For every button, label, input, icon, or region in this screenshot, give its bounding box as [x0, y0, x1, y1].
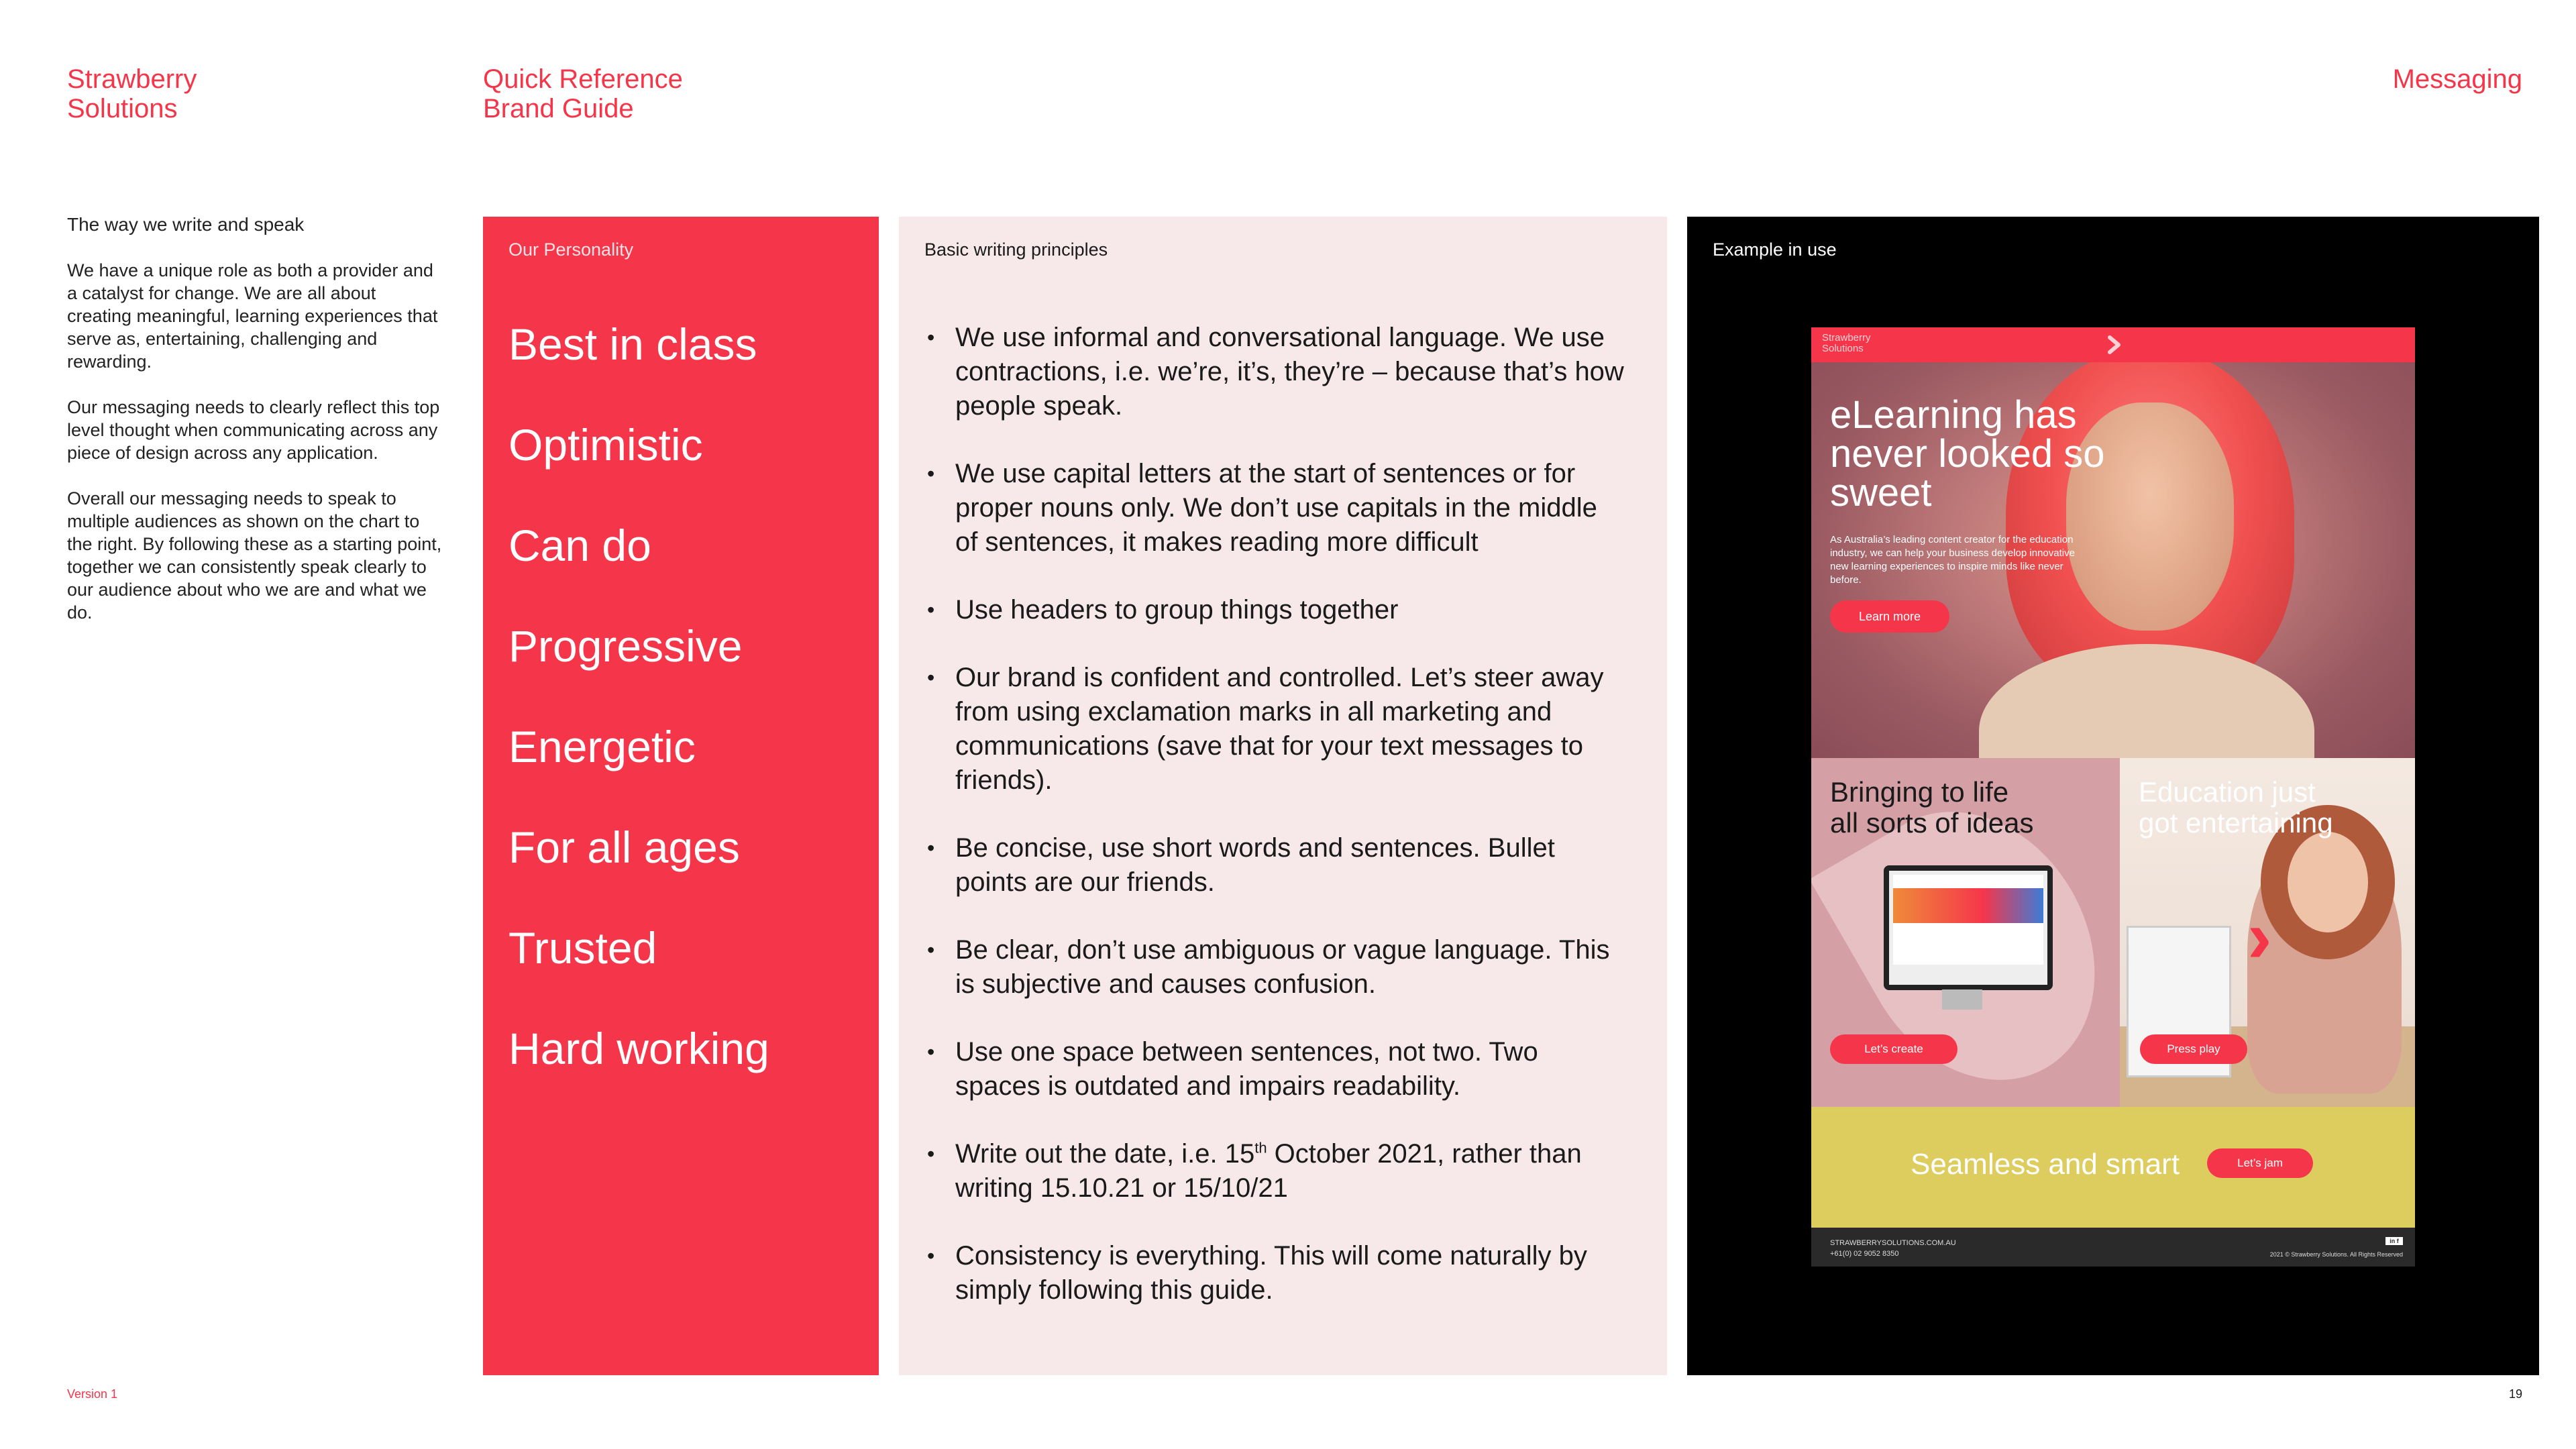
bullet-icon: • [927, 1040, 935, 1064]
trait-item: Hard working [508, 1024, 769, 1073]
tile-photo-face [2288, 832, 2368, 932]
principle-text: Use headers to group things together [955, 595, 1399, 625]
intro-paragraph-2: Our messaging needs to clearly reflect this top level thought when communicating across any piece of design across any application. [67, 397, 440, 463]
lets-jam-button[interactable]: Let’s jam [2207, 1148, 2313, 1178]
bullet-icon: • [927, 665, 935, 690]
mock-tile-ideas [1811, 758, 2120, 1107]
mock-tile-entertaining-line1: Education just [2139, 776, 2316, 808]
trait-item: Can do [508, 521, 651, 570]
trait-item: Best in class [508, 319, 757, 369]
trait-item: Energetic [508, 722, 696, 771]
document-title [483, 64, 683, 123]
brand-name-line2: Solutions [67, 94, 178, 123]
example-panel [1687, 217, 2539, 1375]
lets-create-button[interactable]: Let’s create [1830, 1034, 1957, 1064]
brand-name [67, 64, 197, 123]
learn-more-button[interactable]: Learn more [1830, 600, 1949, 633]
brand-name-line1: Strawberry [67, 64, 197, 94]
chevron-icon: › [2247, 896, 2272, 978]
principle-item [927, 1239, 1625, 1307]
writing-principles-panel [899, 217, 1667, 1375]
mock-hero-title: eLearning has never looked so sweet [1830, 393, 2105, 515]
trait-item: For all ages [508, 822, 740, 872]
mock-tile-entertaining [2120, 758, 2415, 1107]
principle-item [927, 321, 1625, 423]
principle-text: We use capital letters at the start of sentences or for proper nouns only. We don’t use capitals in the middle of sentences, it makes reading more difficult [955, 459, 1597, 557]
bullet-icon: • [927, 325, 935, 350]
bullet-icon: • [927, 938, 935, 962]
bullet-icon: • [927, 1244, 935, 1268]
example-label: Example in use [1713, 239, 1837, 260]
chevron-logo-icon [2106, 335, 2124, 354]
mock-tile-ideas-line2: all sorts of ideas [1830, 807, 2034, 839]
mock-tile-seamless-title: Seamless and smart [1911, 1148, 2180, 1181]
intro-paragraph-1: We have a unique role as both a provider and a catalyst for change. We are all about creating meaningful, learning experiences that serve as, entertaining, challenging and rewarding. [67, 260, 438, 372]
mock-footer-phone: +61(0) 02 9052 8350 [1830, 1250, 1899, 1258]
principle-item [927, 831, 1625, 900]
principle-date-post: October 2021, rather than writing 15.10.21 or 15/10/21 [955, 1139, 1582, 1203]
trait-item: Optimistic [508, 420, 703, 470]
mock-tile-entertaining-line2: got entertaining [2139, 807, 2333, 839]
mock-tile-seamless [1811, 1107, 2415, 1228]
intro-heading: The way we write and speak [67, 214, 305, 235]
mock-tile-ideas-line1: Bringing to life [1830, 776, 2009, 808]
mock-tile-entertaining-title [2139, 777, 2333, 839]
trait-item: Trusted [508, 923, 657, 973]
mock-footer [1811, 1228, 2415, 1267]
social-icons[interactable]: in f [2385, 1237, 2403, 1245]
principle-date-pre: Write out the date, i.e. 15 [955, 1139, 1255, 1169]
intro-paragraph-3: Overall our messaging needs to speak to multiple audiences as shown on the chart to the right. By following these as a starting point, together we can consistently speak clearly to our audience about who we are and what we do. [67, 488, 442, 623]
bullet-icon: • [927, 836, 935, 860]
personality-traits-list [508, 317, 769, 1122]
principle-text: Be clear, don’t use ambiguous or vague language. This is subjective and causes confusion. [955, 935, 1610, 999]
mock-tile-ideas-title [1830, 777, 2033, 839]
principles-label: Basic writing principles [924, 239, 1108, 260]
principle-date-sup: th [1254, 1139, 1267, 1157]
mock-footer-copyright: 2021 © Strawberry Solutions. All Rights Reserved [2269, 1251, 2403, 1258]
imac-screen [1893, 875, 2043, 965]
principle-item [927, 593, 1625, 627]
bullet-icon: • [927, 462, 935, 486]
principles-list [927, 321, 1625, 1341]
mock-hero [1811, 362, 2415, 758]
principle-item [927, 1035, 1625, 1104]
imac-screen-banner [1893, 888, 2043, 923]
document-title-line1: Quick Reference [483, 64, 683, 94]
bullet-icon: • [927, 598, 935, 622]
intro-column [67, 213, 443, 647]
mock-brand-line2: Solutions [1822, 343, 1864, 354]
website-mockup [1811, 327, 2415, 1267]
mock-brand-line1: Strawberry [1822, 332, 1871, 343]
personality-label: Our Personality [508, 239, 634, 260]
principle-item [927, 933, 1625, 1002]
imac-stand [1942, 989, 1982, 1010]
principle-item [927, 661, 1625, 798]
mock-brand-name [1822, 333, 1871, 354]
trait-item: Progressive [508, 621, 743, 671]
mock-hero-subtitle: As Australia’s leading content creator for the education industry, we can help your business develop innovative new learning experiences to inspire minds like never before. [1830, 534, 2075, 586]
principle-text: Use one space between sentences, not two. Two spaces is outdated and impairs readability. [955, 1037, 1538, 1101]
personality-panel [483, 217, 879, 1375]
press-play-button[interactable]: Press play [2140, 1034, 2247, 1064]
section-title [2393, 64, 2522, 94]
imac-illustration [1884, 865, 2053, 990]
hero-photo-body [1979, 644, 2314, 758]
principle-text: We use informal and conversational language. We use contractions, i.e. we’re, it’s, they’re – because that’s how people speak. [955, 323, 1624, 421]
section-title-text: Messaging [2392, 64, 2522, 94]
bullet-icon: • [927, 1142, 935, 1166]
mock-footer-url[interactable]: STRAWBERRYSOLUTIONS.COM.AU [1830, 1239, 1956, 1247]
principle-text: Consistency is everything. This will come naturally by simply following this guide. [955, 1241, 1587, 1305]
principle-text: Be concise, use short words and sentences. Bullet points are our friends. [955, 833, 1555, 897]
principle-item-date [927, 1137, 1625, 1205]
principle-text: Our brand is confident and controlled. Let’s steer away from using exclamation marks in all marketing and communications (save that for your text messages to friends). [955, 663, 1604, 795]
mock-nav-bar [1811, 327, 2415, 362]
version-label: Version 1 [67, 1387, 118, 1401]
document-title-line2: Brand Guide [483, 94, 634, 123]
page-number: 19 [2508, 1387, 2522, 1401]
principle-item [927, 457, 1625, 559]
